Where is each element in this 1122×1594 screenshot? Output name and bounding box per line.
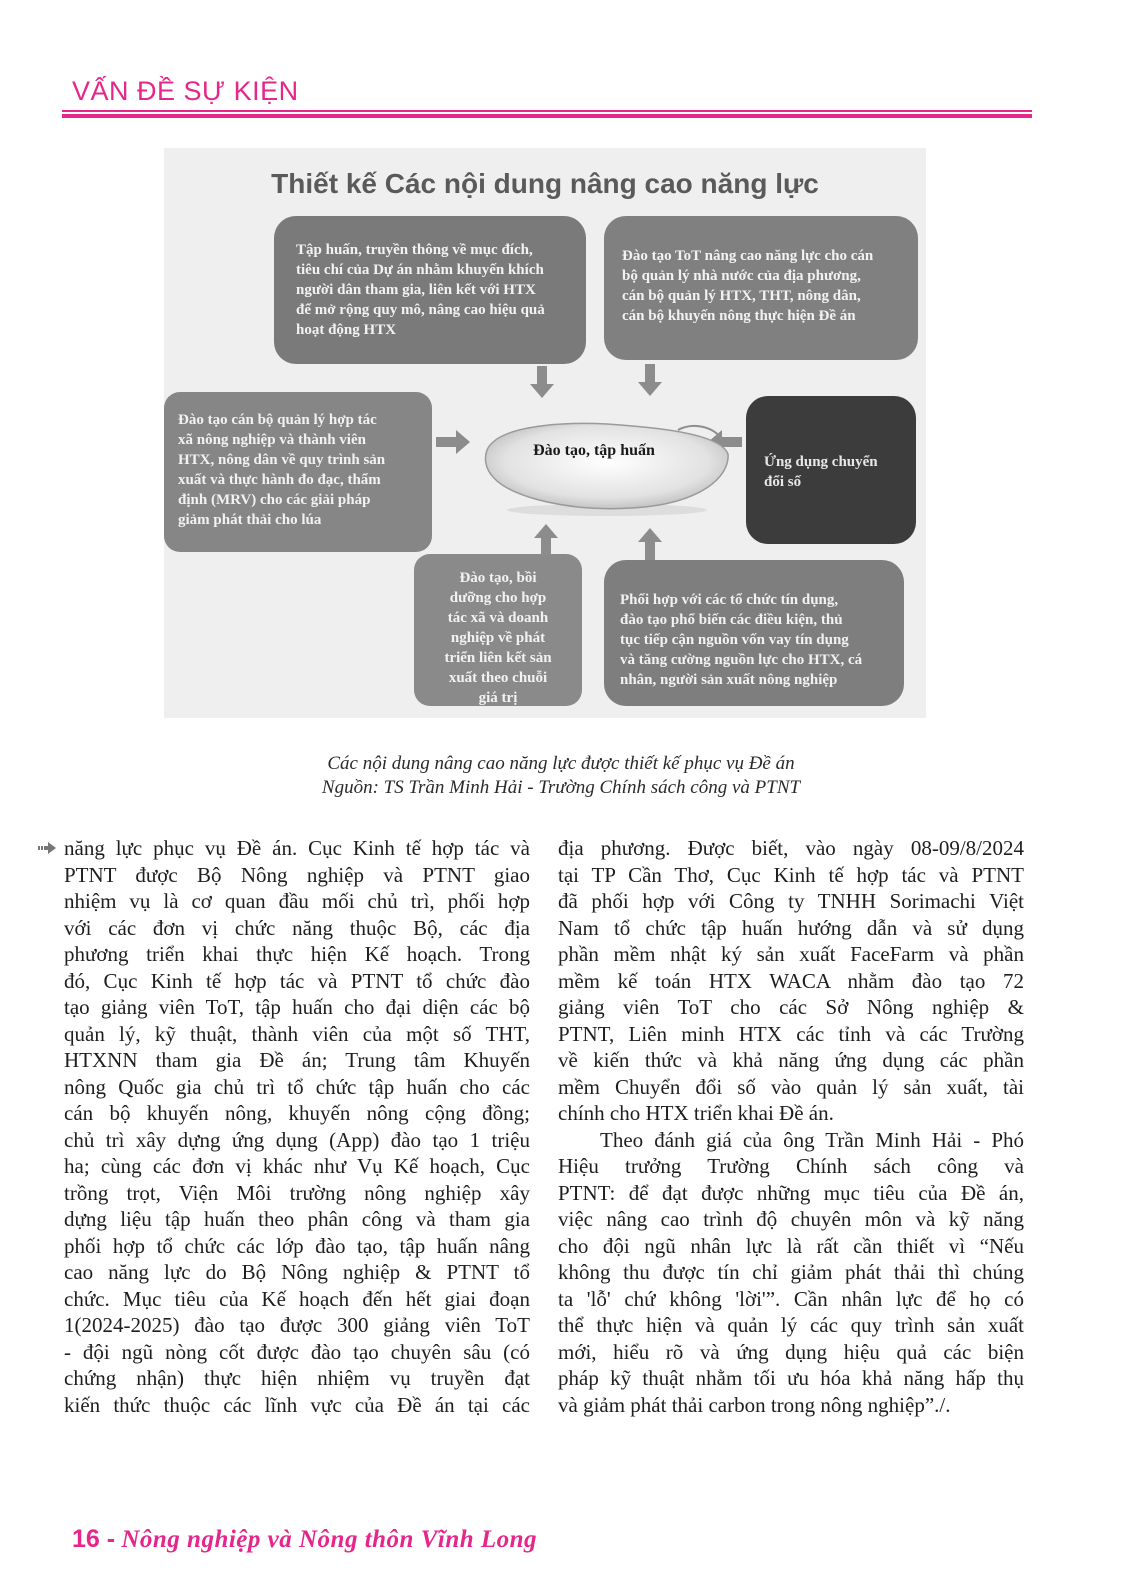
text-line: phương triển khai thực hiện Kế hoạch. Trong [64, 942, 530, 966]
text-line: thể thực hiện và quản lý các quy trình sản xuất [558, 1313, 1024, 1337]
text-line: chứng nhận) thực hiện nhiệm vụ truyền đạt [64, 1366, 530, 1390]
text-line: đã phối hợp với Công ty TNHH Sorimachi Việt [558, 889, 1024, 913]
box-right-line: đổi số [764, 474, 802, 490]
box-top-right [604, 216, 918, 360]
text-line: ta 'lỗ' chứ không 'lời'”. Cần nhân lực để họ có [558, 1286, 1024, 1311]
text-line: địa phương. Được biết, vào ngày 08-09/8/2024 [558, 836, 1024, 860]
text-line: giảng viên ToT cho các Sở Nông nghiệp & [558, 995, 1024, 1019]
box-bottom-right [604, 560, 904, 706]
continuation-arrow-icon [38, 842, 56, 854]
text-line: tạo giảng viên ToT, tập huấn cho đại diện các bộ [64, 995, 530, 1019]
center-label: Đào tạo, tập huấn [533, 442, 655, 459]
box-left-line: Đào tạo cán bộ quản lý hợp tác [178, 412, 377, 428]
text-line: Nam tổ chức tập huấn hướng dẫn và sử dụng [558, 915, 1024, 940]
magazine-name: Nông nghiệp và Nông thôn Vĩnh Long [121, 1526, 538, 1553]
text-line: cán bộ khuyến nông, khuyến nông cộng đồng; [64, 1101, 530, 1125]
text-line: chức. Mục tiêu của Kế hoạch đến hết giai đoạn [64, 1286, 530, 1311]
box-right [746, 396, 916, 544]
text-line: dựng liệu tập huấn theo phân công và tham gia [64, 1207, 530, 1231]
box-top-left-line: Tập huấn, truyền thông về mục đích, [296, 242, 533, 258]
text-line: PTNT, Liên minh HTX các tỉnh và các Trường [558, 1021, 1024, 1046]
figure-source: Nguồn: TS Trần Minh Hải - Trường Chính sách công và PTNT [321, 777, 801, 798]
text-line: mới, hiểu rõ và ứng dụng hiệu quả các biện [558, 1339, 1024, 1364]
box-top-right-line: Đào tạo ToT nâng cao năng lực cho cán [622, 248, 874, 264]
box-top-left [274, 216, 586, 364]
text-line: năng lực phục vụ Đề án. Cục Kinh tế hợp tác và [64, 836, 530, 860]
header-rule-thin [62, 110, 1032, 112]
header-rule-thick [62, 114, 1032, 118]
text-line: Theo đánh giá của ông Trần Minh Hải - Phó [600, 1127, 1024, 1152]
box-bottom-right-line: Phối hợp với các tổ chức tín dụng, [620, 592, 839, 608]
box-bottom-center-line: xuất theo chuỗi [448, 670, 548, 686]
text-line: đó, Cục Kinh tế hợp tác và PTNT tổ chức đào [64, 968, 530, 993]
text-line: quản lý, kỹ thuật, thành viên của một số THT, [64, 1021, 530, 1046]
box-top-left-line: để mở rộng quy mô, nâng cao hiệu quả [296, 302, 545, 318]
box-bottom-center-line: giá trị [478, 690, 518, 706]
text-line: trồng trọt, Viện Môi trường nông nghiệp xây [64, 1180, 530, 1205]
text-line: PTNT được Bộ Nông nghiệp và PTNT giao [64, 862, 530, 887]
text-line: nông Quốc gia chủ trì tổ chức tập huấn cho các [64, 1074, 530, 1099]
text-line: phần mềm nhật ký sản xuất FaceFarm và phần [558, 942, 1024, 966]
article-column-right [558, 835, 1024, 1418]
text-line: nhiệm vụ là cơ quan đầu mối chủ trì, phối hợp [64, 889, 530, 913]
box-left-line: xã nông nghiệp và thành viên [178, 432, 366, 448]
box-top-left-line: hoạt động HTX [296, 322, 397, 338]
box-bottom-center-line: tác xã và doanh [447, 610, 549, 626]
text-line: kiến thức thuộc các lĩnh vực của Đề án tại các [64, 1392, 530, 1417]
box-bottom-center-line: dưỡng cho hợp [449, 590, 547, 606]
box-bottom-right-line: nhân, người sản xuất nông nghiệp [620, 672, 838, 688]
text-line: - đội ngũ nòng cốt được đào tạo chuyên sâu (có [64, 1339, 530, 1364]
box-bottom-center-line: triển liên kết sản [444, 650, 552, 666]
box-bottom-center-line: Đào tạo, bồi [459, 570, 537, 586]
rice-grain-icon [482, 418, 732, 518]
box-right-line: Ứng dụng chuyển [764, 454, 878, 470]
arrow-up-left-icon [534, 524, 558, 556]
arrow-right-icon [436, 430, 470, 454]
arrow-up-right-icon [638, 528, 662, 560]
box-left-line: định (MRV) cho các giải pháp [178, 492, 371, 508]
text-line: ha; cùng các đơn vị khác như Vụ Kế hoạch, Cục [64, 1154, 530, 1178]
box-left-line: giảm phát thải cho lúa [178, 512, 322, 528]
article-column-left [64, 835, 530, 1418]
box-top-left-line: tiêu chí của Dự án nhằm khuyến khích [296, 262, 544, 278]
text-line: 1(2024-2025) đào tạo được 300 giảng viên ToT [64, 1313, 530, 1337]
text-line: PTNT: để đạt được những mục tiêu của Đề án, [558, 1180, 1024, 1205]
text-line: Hiệu trưởng Trường Chính sách công và [558, 1154, 1024, 1178]
text-line: việc nâng cao trình độ chuyên môn và kỹ năng [558, 1207, 1024, 1231]
box-bottom-right-line: tục tiếp cận nguồn vốn vay tín dụng [620, 632, 849, 648]
box-bottom-center [414, 554, 582, 706]
text-line: mềm Chuyển đổi số vào quản lý sản xuất, tài [558, 1074, 1024, 1099]
text-line: mềm kế toán HTX WACA nhằm đào tạo 72 [558, 968, 1024, 993]
text-line: tại TP Cần Thơ, Cục Kinh tế hợp tác và PTNT [558, 862, 1024, 887]
box-bottom-right-line: đào tạo phổ biến các điều kiện, thủ [620, 612, 843, 628]
box-left-line: HTX, nông dân về quy trình sản [178, 452, 386, 468]
figure-caption: Các nội dung nâng cao năng lực được thiết kế phục vụ Đề án [327, 753, 795, 774]
text-line: cao năng lực do Bộ Nông nghiệp & PTNT tổ [64, 1260, 530, 1284]
page-footer [72, 1525, 537, 1554]
section-header: VẤN ĐỀ SỰ KIỆN [72, 76, 299, 106]
text-line: không thu được tín chỉ giảm phát thải thì chúng [558, 1260, 1024, 1284]
diagram-figure [164, 148, 926, 718]
box-bottom-center-line: nghiệp về phát [450, 630, 546, 646]
text-line: về kiến thức và khả năng ứng dụng các phần [558, 1048, 1024, 1072]
text-line: HTXNN tham gia Đề án; Trung tâm Khuyến [64, 1048, 530, 1072]
box-bottom-right-line: và tăng cường nguồn lực cho HTX, cá [620, 652, 863, 668]
text-line: chính cho HTX triển khai Đề án. [558, 1101, 834, 1125]
text-line: và giảm phát thải carbon trong nông nghiệp”./. [558, 1392, 951, 1417]
box-top-right-line: bộ quản lý nhà nước của địa phương, [622, 268, 861, 284]
box-left-line: xuất và thực hành đo đạc, thẩm [178, 472, 381, 488]
text-line: phối hợp tổ chức các lớp đào tạo, tập huấn nâng [64, 1233, 530, 1258]
box-top-left-line: người dân tham gia, liên kết với HTX [296, 282, 536, 298]
box-top-right-line: cán bộ khuyến nông thực hiện Đề án [622, 308, 856, 324]
box-left [164, 392, 432, 552]
arrow-down-left-icon [530, 366, 554, 398]
diagram-title: Thiết kế Các nội dung nâng cao năng lực [271, 168, 819, 199]
page-number: 16 - [72, 1525, 116, 1553]
text-line: với các đơn vị chức năng thuộc Bộ, các địa [64, 915, 530, 940]
arrow-down-right-icon [638, 364, 662, 396]
text-line: cho đội ngũ nhân lực là rất cần thiết vì “Nếu [558, 1233, 1024, 1258]
text-line: chủ trì xây dựng ứng dụng (App) đào tạo 1 triệu [64, 1127, 530, 1152]
text-line: pháp kỹ thuật nhằm tối ưu hóa khả năng hấp thụ [558, 1366, 1024, 1390]
box-top-right-line: cán bộ quản lý HTX, THT, nông dân, [622, 288, 861, 304]
